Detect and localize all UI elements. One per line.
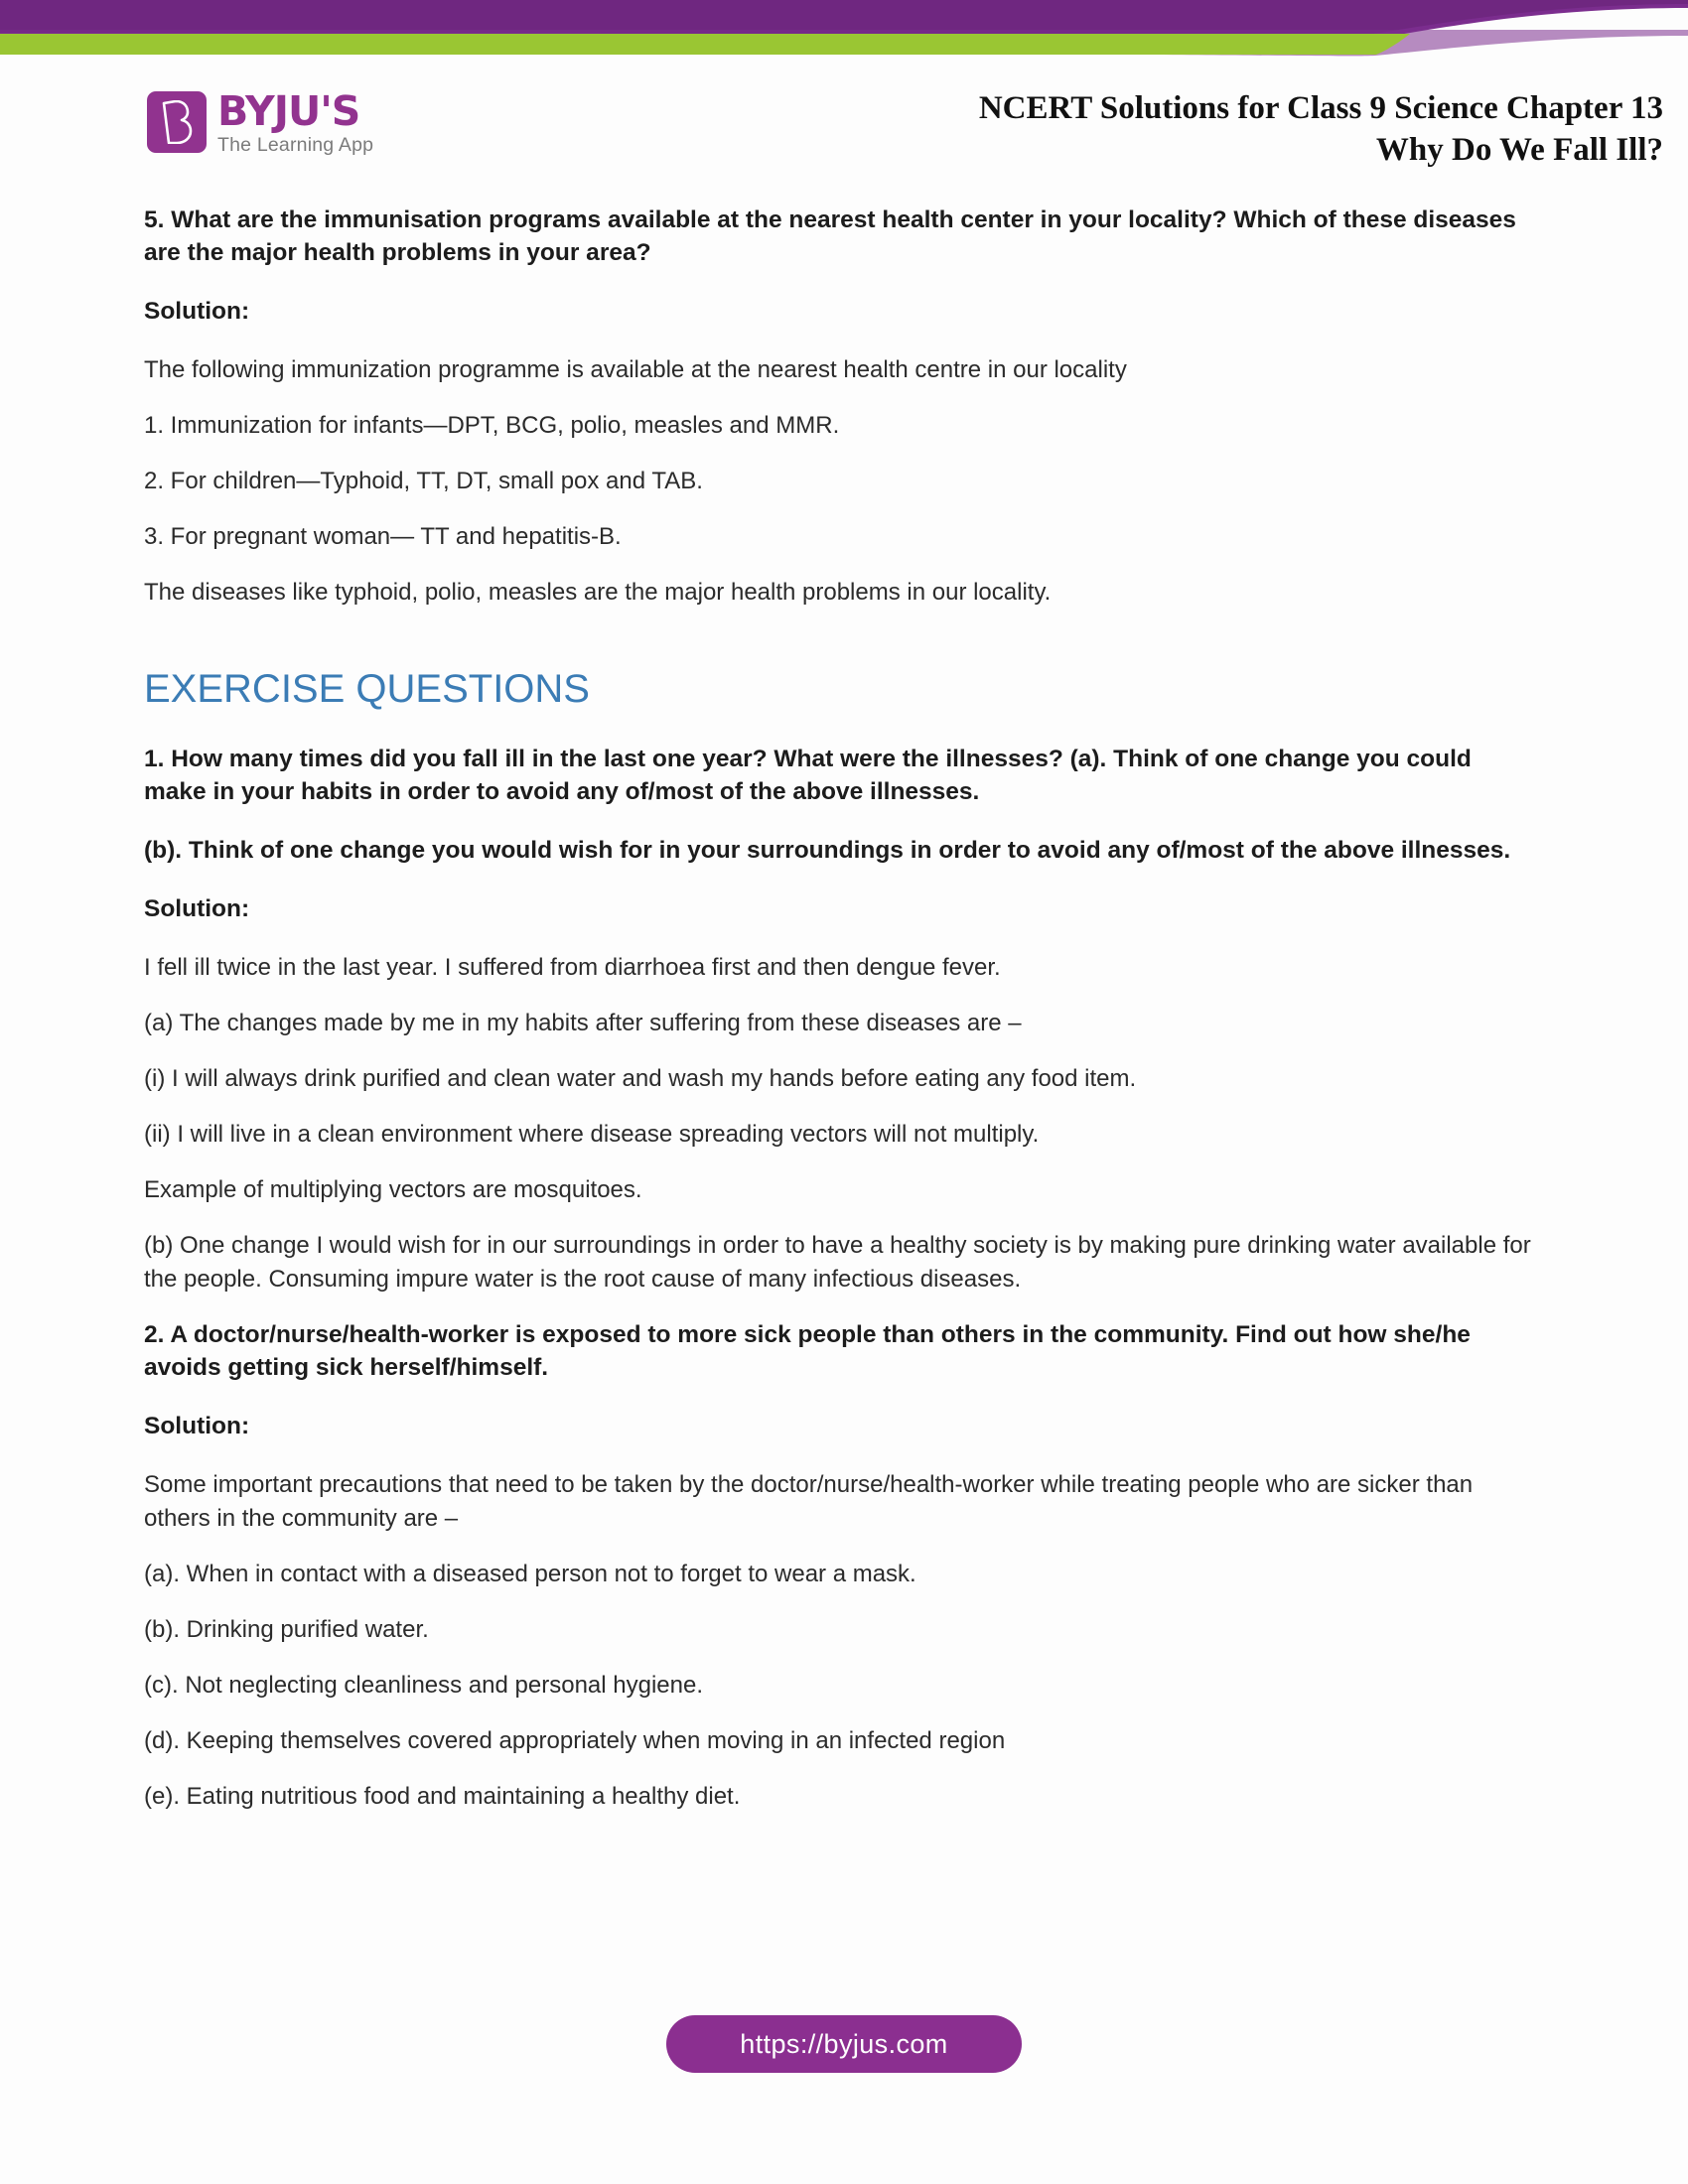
question-1-answer-4: (ii) I will live in a clean environment where disease spreading vectors will not multiply. [144,1121,1040,1148]
byjus-website-link[interactable]: https://byjus.com [666,2015,1021,2073]
page-title-line-1: NCERT Solutions for Class 9 Science Chapter 13 [978,90,1663,126]
byjus-logo [147,87,374,156]
byjus-logo-text [217,87,374,156]
exercise-questions-heading: EXERCISE QUESTIONS [144,667,590,711]
byjus-b-logo-icon [147,91,207,153]
question-1-answer-2: (a) The changes made by me in my habits after suffering from these diseases are – [144,1010,1022,1036]
question-5: 5. What are the immunisation programs available at the nearest health center in your locality? Which of these diseases are the major health problems in your area? [144,206,1516,266]
question-1-part-b: (b). Think of one change you would wish for in your surroundings in order to avoid any of/most of the above illnesses. [144,837,1511,864]
page-title [770,87,1663,171]
page-footer [0,2015,1688,2073]
byjus-wordmark: BYJU'S [217,87,360,135]
question-5-item-2: 2. For children—Typhoid, TT, DT, small pox and TAB. [144,468,703,494]
question-5-solution-label: Solution: [144,298,250,325]
question-1-part-a: 1. How many times did you fall ill in the last one year? What were the illnesses? (a). Think of one change you could make in your habits in order to avoid any of/most of the above illnesses. [144,746,1472,805]
question-2-answer-5: (d). Keeping themselves covered appropriately when moving in an infected region [144,1727,1006,1754]
top-decorative-bars [0,0,1688,69]
question-2-answer-6: (e). Eating nutritious food and maintaining a healthy diet. [144,1783,741,1810]
question-2-answer-3: (b). Drinking purified water. [144,1616,429,1643]
question-1-answer-6: (b) One change I would wish for in our surroundings in order to have a healthy society is by making pure drinking water available for the people. Consuming impure water is the root cause of many infectious diseases. [144,1232,1531,1293]
question-2-answer-2: (a). When in contact with a diseased person not to forget to wear a mask. [144,1561,916,1587]
question-2-answer-4: (c). Not neglecting cleanliness and personal hygiene. [144,1672,704,1699]
question-1-answer-3: (i) I will always drink purified and clean water and wash my hands before eating any food item. [144,1065,1137,1092]
question-1-answer-5: Example of multiplying vectors are mosquitoes. [144,1176,642,1203]
section-spacer [144,631,1539,665]
question-5-item-3: 3. For pregnant woman— TT and hepatitis-B. [144,523,622,550]
page-title-line-2: Why Do We Fall Ill? [1375,132,1663,168]
question-5-intro: The following immunization programme is available at the nearest health centre in our locality [144,356,1127,383]
question-1-answer-1: I fell ill twice in the last year. I suffered from diarrhoea first and then dengue fever. [144,954,1001,981]
question-1-solution-label: Solution: [144,895,250,922]
byjus-tagline: The Learning App [217,134,374,156]
question-5-item-1: 1. Immunization for infants—DPT, BCG, polio, measles and MMR. [144,412,840,439]
document-content [144,204,1539,1836]
page-header [0,69,1688,179]
b-glyph-icon [160,100,194,144]
question-2: 2. A doctor/nurse/health-worker is exposed to more sick people than others in the community. Find out how she/he avoids getting sick herself/himself. [144,1321,1471,1381]
question-2-answer-1: Some important precautions that need to be taken by the doctor/nurse/health-worker while treating people who are sicker than others in the community are – [144,1471,1474,1532]
question-2-solution-label: Solution: [144,1413,250,1439]
question-5-closing: The diseases like typhoid, polio, measles are the major health problems in our locality. [144,579,1052,606]
banner-shapes [0,0,1688,69]
